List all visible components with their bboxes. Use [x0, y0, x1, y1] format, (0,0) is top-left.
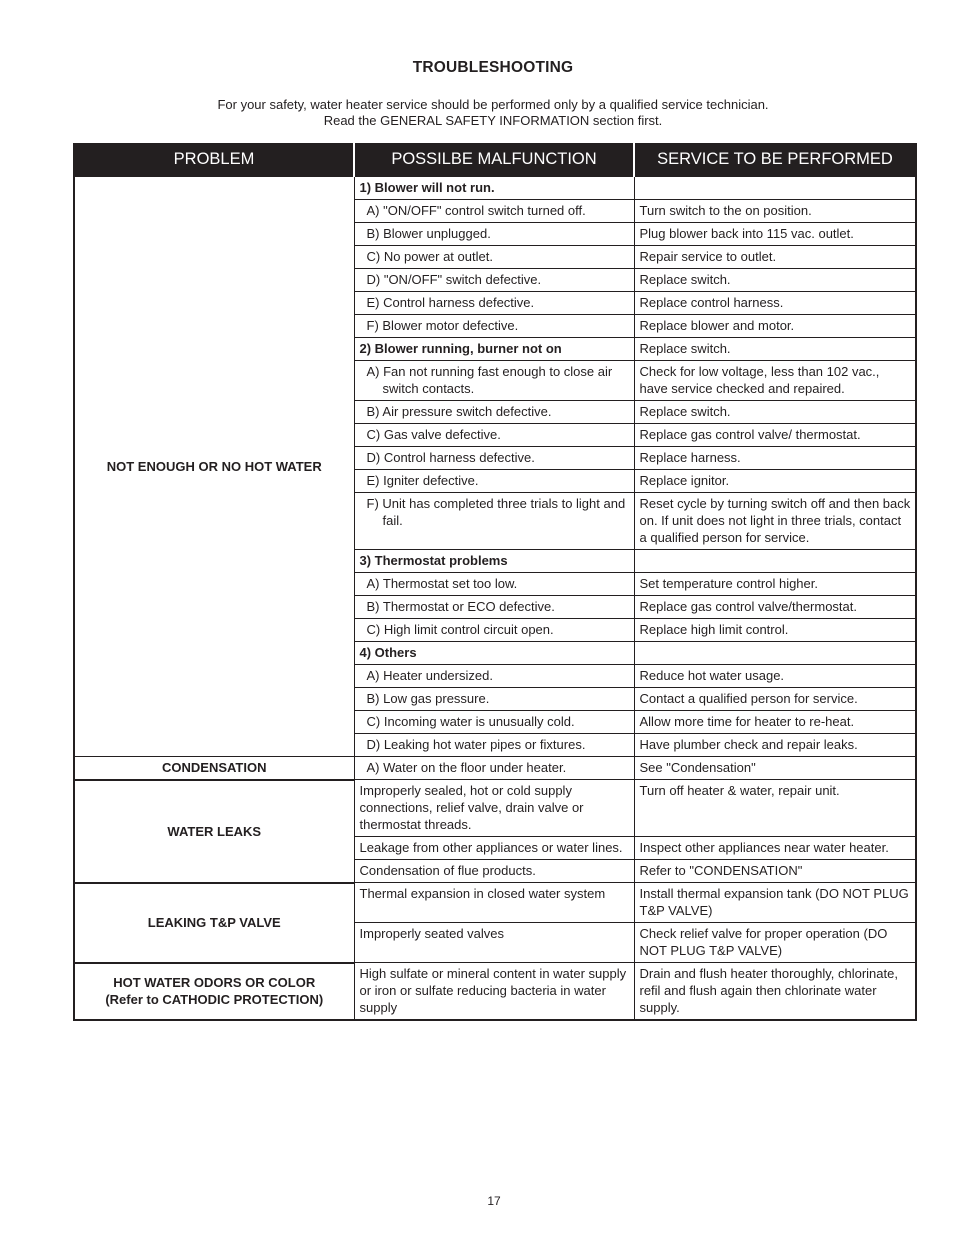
troubleshooting-table [73, 143, 917, 1021]
service-cell: Check for low voltage, less than 102 vac., have service checked and repaired. [634, 361, 916, 401]
service-cell: Drain and flush heater thoroughly, chlorinate, refil and flush again then chlorinate water supply. [634, 963, 916, 1021]
service-cell: Replace blower and motor. [634, 315, 916, 338]
service-cell [634, 642, 916, 665]
malfunction-group-heading: 1) Blower will not run. [354, 177, 634, 200]
service-cell: Replace gas control valve/thermostat. [634, 596, 916, 619]
service-cell: Reset cycle by turning switch off and then back on. If unit does not light in three trials, contact a qualified person for service. [634, 493, 916, 550]
service-cell: Replace ignitor. [634, 470, 916, 493]
service-cell: Replace switch. [634, 269, 916, 292]
problem-cell: LEAKING T&P VALVE [74, 883, 354, 963]
service-cell: Set temperature control higher. [634, 573, 916, 596]
problem-label-note: (Refer to CATHODIC PROTECTION) [105, 992, 324, 1008]
malfunction-cell: A) Thermostat set too low. [354, 573, 634, 596]
problem-cell: NOT ENOUGH OR NO HOT WATER [74, 177, 354, 757]
malfunction-cell: B) Low gas pressure. [354, 688, 634, 711]
malfunction-cell: C) No power at outlet. [354, 246, 634, 269]
service-cell: Refer to "CONDENSATION" [634, 860, 916, 883]
table-row [74, 780, 916, 837]
malfunction-group-heading: 4) Others [354, 642, 634, 665]
table-header-row [74, 143, 916, 177]
problem-cell: WATER LEAKS [74, 780, 354, 883]
service-cell: Allow more time for heater to re-heat. [634, 711, 916, 734]
malfunction-cell: B) Air pressure switch defective. [354, 401, 634, 424]
table-row [74, 177, 916, 200]
malfunction-cell: Condensation of flue products. [354, 860, 634, 883]
table-row [74, 757, 916, 780]
malfunction-cell: B) Thermostat or ECO defective. [354, 596, 634, 619]
malfunction-group-heading: 2) Blower running, burner not on [354, 338, 634, 361]
malfunction-cell: Leakage from other appliances or water lines. [354, 837, 634, 860]
malfunction-cell: C) High limit control circuit open. [354, 619, 634, 642]
malfunction-cell: C) Gas valve defective. [354, 424, 634, 447]
malfunction-cell: A) "ON/OFF" control switch turned off. [354, 200, 634, 223]
service-cell: Contact a qualified person for service. [634, 688, 916, 711]
problem-cell: CONDENSATION [74, 757, 354, 780]
service-cell: Reduce hot water usage. [634, 665, 916, 688]
malfunction-cell [354, 361, 634, 401]
header-malfunction: POSSILBE MALFUNCTION [354, 143, 634, 177]
malfunction-cell: Improperly seated valves [354, 923, 634, 963]
page-number: 17 [487, 1194, 501, 1208]
service-cell: Turn switch to the on position. [634, 200, 916, 223]
service-cell: Have plumber check and repair leaks. [634, 734, 916, 757]
malfunction-cell: E) Igniter defective. [354, 470, 634, 493]
table-row [74, 883, 916, 923]
malfunction-cell: F) Blower motor defective. [354, 315, 634, 338]
intro-line-1: For your safety, water heater service should be performed only by a qualified service technician. [217, 97, 769, 112]
service-cell: Check relief valve for proper operation (DO NOT PLUG T&P VALVE) [634, 923, 916, 963]
problem-cell [74, 963, 354, 1021]
service-cell: Turn off heater & water, repair unit. [634, 780, 916, 837]
header-service: SERVICE TO BE PERFORMED [634, 143, 916, 177]
malfunction-cell: High sulfate or mineral content in water supply or iron or sulfate reducing bacteria in water supply [354, 963, 634, 1021]
page-title: TROUBLESHOOTING [412, 59, 574, 76]
malfunction-cell: E) Control harness defective. [354, 292, 634, 315]
service-cell: Replace harness. [634, 447, 916, 470]
service-cell: Replace control harness. [634, 292, 916, 315]
service-cell: Install thermal expansion tank (DO NOT PLUG T&P VALVE) [634, 883, 916, 923]
malfunction-cell: Thermal expansion in closed water system [354, 883, 634, 923]
malfunction-cell: D) Leaking hot water pipes or fixtures. [354, 734, 634, 757]
service-cell: Repair service to outlet. [634, 246, 916, 269]
table-row [74, 963, 916, 1021]
service-cell: Inspect other appliances near water heater. [634, 837, 916, 860]
malfunction-text: F) Unit has completed three trials to light and fail. [366, 496, 626, 528]
intro-line-2: Read the GENERAL SAFETY INFORMATION section first. [323, 112, 663, 128]
safety-intro [0, 97, 954, 128]
malfunction-text: A) Fan not running fast enough to close air switch contacts. [366, 364, 613, 396]
malfunction-cell [354, 493, 634, 550]
malfunction-cell: A) Water on the floor under heater. [354, 757, 634, 780]
malfunction-group-heading: 3) Thermostat problems [354, 550, 634, 573]
service-cell: Replace switch. [634, 401, 916, 424]
malfunction-cell: A) Heater undersized. [354, 665, 634, 688]
malfunction-cell: C) Incoming water is unusually cold. [354, 711, 634, 734]
malfunction-cell: B) Blower unplugged. [354, 223, 634, 246]
malfunction-cell: D) "ON/OFF" switch defective. [354, 269, 634, 292]
service-cell: Replace gas control valve/ thermostat. [634, 424, 916, 447]
malfunction-cell: D) Control harness defective. [354, 447, 634, 470]
service-cell: Replace high limit control. [634, 619, 916, 642]
service-cell: See "Condensation" [634, 757, 916, 780]
service-cell: Plug blower back into 115 vac. outlet. [634, 223, 916, 246]
service-cell [634, 550, 916, 573]
problem-label: HOT WATER ODORS OR COLOR [113, 975, 316, 991]
malfunction-cell: Improperly sealed, hot or cold supply connections, relief valve, drain valve or thermostat threads. [354, 780, 634, 837]
service-cell: Replace switch. [634, 338, 916, 361]
service-cell [634, 177, 916, 200]
header-problem: PROBLEM [74, 143, 354, 177]
